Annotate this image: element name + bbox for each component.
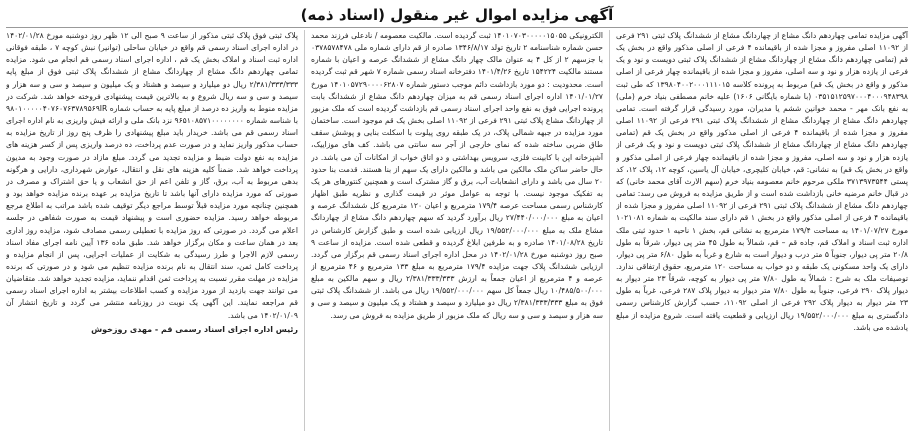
column-paragraph: الکترونیکی ۱۴۰۱۰۷۰۳۰۰۰۰۰۱۵۰۵۵ ثبت گردیده است. مالکیت معصومه / نادعلی فرزند محمد حسن شماره شناسنامه ۲ تاریخ تولد ۱۳۴۶/۸/۱۷ صادره از قم دارای شماره ملی ۰۳۷۸۵۷۸۴۷۸ با جزسهم ۲ از کل ۴ به عنوان مالک چهار دانگ مشاع از ششدانگ عرصه و اعیان با شماره مستند مالکیت ۱۵۴۲۲۴ تاریخ ۱۴۰۱/۴/۲۶ دفترخانه اسناد رسمی شماره ۷ شهر قم ثبت گردیده است. محدودیت : دو مورد بازداشت دائم موجب دستور شماره ۱۴۰۱۰۵۷۲۹۰۰۰۰۶۲۸۰۷ مورخ ۱۴۰۱/۰۱/۲۷ اداره اجرای اسناد رسمی قم به میزان چهاردهم دانگ مشاع از ششدانگ بابت پرونده اجرایی فوق به نفع واحد اجرای اسناد رسمی قم بازداشت گردیده است که ملک مزبور از چهاردانگ مشاع پلاک ثبتی ۲۹۱ فرعی از ۱۱۰۹۲ اصلی بخش یک قم موجود است. ساختمان مورد مزایده در جبهه شمالی پلاک، در یک طبقه روی پیلوت با اسکلت بنایی و پوشش سقف طاق ضربی ساخته شده که نمای خارجی از آجر سه سانتی می باشد. کف های موزاییک، آشپزخانه اپن با کابینت فلزی، سرویس بهداشتی و دو اتاق خواب از امکانات آن می باشد. در حال حاضر ساکن ملک مالکین می باشد و مالکین دارای یک سهم از بنا هستند. قدمت بنا حدود ۲۰ سال می باشد و دارای انشعابات آب، برق و گاز مشترک است و همچنین کنتورهای هر یک به تفکیک موجود نیست. با توجه به عوامل موثر در قیمت گذاری و نظریه طبق اظهار کارشناس رسمی مساحت عرصه ۱۷۹/۴ مترمربع و اعیان ۱۲۰ مترمربع کل ششدانگ عرصه و اعیان به مبلغ ۲۷/۴۴۰/۰۰۰/۰۰۰ ریال برآورد گردید که سهم چهاردهم دانگ مشاع از چهاردانگ مشاع ملک به مبلغ ۱۹/۵۵۲/۰۰۰/۰۰۰ ریال ارزیابی شده است و طبق گزارش کارشناس در تاریخ ۱۴۰۱/۰۸/۲۸ صادره و به طرفین ابلاغ گردیده و قطعی شده است. مزایده از ساعت ۹ صبح روز دوشنبه مورخ ۱۴۰۲/۰۱/۲۸ در محل اداره اجرای اسناد رسمی قم برگزار می گردد. ارزیابی ششدانگ پلاک جهت مزایده ۱۷۹/۴ مترمربع به مبلغ ۱۳۳ مترمربع و ۴۶ مترمربع از عرصه و ۴ مترمربع از اعیان جمعاً به ارزش ۲/۳۸۱/۳۳۳/۳۳۳ ریال و سهم مالکین به مبلغ ۱۰/۴۸۵/۵۰۰/۰۰۰ ریال جمعاً کل سهم ۱۹/۵۵۲/۰۰۰/۰۰۰ ریال می باشد. از ششدانگ پلاک ثبتی فوق به مبلغ ۲/۳۸۱/۳۳۳/۳۳۳ ریال دو میلیارد و سیصد و هشتاد و یک میلیون و سیصد و سی و سه هزار و سیصد و سی و سه ریال که ملک مزبور از طریق مزایده به فروش می رسد. [311,31,603,320]
column-divider [304,30,305,431]
column-divider [609,30,610,431]
notice-header [6,4,908,26]
notice-title: آگهی مزایده اموال غیر منقول (اسناد ذمه) [300,6,614,24]
notice-column-right [616,30,908,431]
column-paragraph: پلاک ثبتی فوق پلاک ثبتی مذکور از ساعت ۹ صبح الی ۱۲ ظهر روز دوشنبه مورخ ۱۴۰۲/۰۱/۲۸ در اداره اجرای اسناد رسمی قم واقع در خیابان ساحلی (توانیر) نبش کوچه ۷ ، طبقه فوقانی اداره ثبت اسناد و املاک بخش یک قم ، اداره اجرای اسناد رسمی قم انجام می شود. مزایده تمامی چهاردهم دانگ مشاع از چهاردانگ مشاع از ششدانگ پلاک ثبتی فوق از مبلغ پایه ۲/۳۸۱/۳۳۳/۳۳۳ ریال دو میلیارد و سیصد و هشتاد و یک میلیون و سیصد و سی و سه هزار و سیصد و سی و سه ریال شروع و به بالاترین قیمت پیشنهادی فروخته خواهد شد. شرکت در مزایده منوط به واریز ده درصد از مبلغ پایه به حساب شماره ۹۸۰۱۰۰۰۰۰۴۰۷۶۰۷۶۳۷۸۹۵۶۹IR با شناسه شماره ۹۶۵۱۰۸۵۷۱۰۰۰۰۰۰۰۰ نزد بانک ملی و ارائه فیش واریزی به نام اداره اجرای اسناد رسمی قم می باشد. خریدار باید مبلغ پیشنهادی را ظرف پنج روز از تاریخ مزایده به حساب مذکور واریز نماید و در صورت عدم پرداخت، ده درصد واریزی پس از کسر هزینه های مزایده به نفع دولت ضبط و مزایده تجدید می گردد. مبلغ مازاد در صورت وجود به مدیون پرداخت خواهد شد. ضمناً کلیه هزینه های نقل و انتقال، عوارض شهرداری، دارایی و هرگونه بدهی مربوط به آب، برق، گاز و تلفن اعم از حق انشعاب و یا حق اشتراک و مصرف در صورتی که مورد مزایده دارای آنها باشد تا تاریخ مزایده بر عهده برنده مزایده خواهد بود و همچنین چنانچه مورد مزایده قبلاً توسط مراجع دیگر توقیف شده باشد مراتب به اطلاع مرجع مربوطه خواهد رسید. مزایده حضوری است و پیشنهاد قیمت به صورت شفاهی در جلسه اعلام می گردد. در صورتی که روز مزایده با تعطیلی رسمی مصادف شود، مزایده روز اداری بعد در همان ساعت و مکان برگزار خواهد شد. طبق ماده ۱۳۶ آیین نامه اجرای مفاد اسناد رسمی لازم الاجرا و طرز رسیدگی به شکایت از عملیات اجرایی، پس از انجام مزایده و پرداخت کامل ثمن، سند انتقال به نام برنده مزایده تنظیم می شود و در صورتی که برنده مزایده در مهلت مقرر نسبت به پرداخت ثمن اقدام ننماید، مزایده تجدید خواهد شد. متقاضیان می توانند جهت بازدید از مورد مزایده و کسب اطلاعات بیشتر به اداره اجرای اسناد رسمی قم مراجعه نمایند. این آگهی یک نوبت در روزنامه منتشر می گردد و تاریخ انتشار آن ۱۴۰۲/۰۱/۰۹ می باشد. [6,31,298,320]
notice-column-middle [311,30,603,431]
title-divider [6,27,908,28]
notice-column-left [6,30,298,431]
notice-body [6,30,908,431]
column-paragraph: آگهی مزایده تمامی چهاردهم دانگ مشاع از چهاردانگ مشاع از ششدانگ پلاک ثبتی ۲۹۱ فرعی از ۱۱۰۹۲ اصلی مفروز و مجزا شده از باقیمانده ۴ فرعی از اصلی مذکور واقع در بخش یک قم (تمامی چهاردهم دانگ مشاع از چهاردانگ مشاع از ششدانگ پلاک ثبتی دویست و نود و یک فرعی از یازده هزار و نود و سه اصلی، مفروز و مجزا شده از باقیمانده چهار فرعی از اصلی مذکور و واقع در بخش یک قم) مربوط به پرونده کلاسه ۱۳۹۸۰۴۰۰۲۰۰۰۱۱۱۰۱۵ که طی ثبت ۰۳۵۱۵۱۲۵۹۷۰۰۰۴۰۰۰۹۴۸۳۹۸ (با شماره بایگانی ۱۶۰۶) علیه خانم مصطفی بنیاد خرم (ملی) به نفع بانک مهر - محمد خوانین ششم یا مدیران، مورد رسیدگی قرار گرفته است. تمامی چهاردهم دانگ مشاع از چهاردانگ مشاع از ششدانگ پلاک ثبتی ۲۹۱ فرعی از ۱۱۰۹۲ اصلی مفروز و مجزا شده از باقیمانده ۴ فرعی از اصلی مذکور واقع در بخش یک قم (تمامی چهاردهم دانگ مشاع از چهاردانگ مشاع از ششدانگ پلاک ثبتی دویست و نود و یک فرعی از یازده هزار و نود و سه اصلی، مفروز و مجزا شده از باقیمانده چهار فرعی از اصلی مذکور و واقع در بخش یک قم) به نشانی: قم، خیابان کلیچری، خیابان آل یاسین، کوچه ۱۲، پلاک ۱۲، کد پستی ۳۷۱۳۹۷۳۵۴۴ ملکی مرحوم خانم معصومه بنیاد خرم (سهم الارث آقای محمد خانی) که در قبال خانم مرضیه خانی بازداشت شده است و از طریق مزایده به فروش می رسد: تمامی چهاردهم دانگ مشاع از ششدانگ پلاک ثبتی ۲۹۱ فرعی از ۱۱۰۹۲ اصلی مفروز و مجزا شده از باقیمانده ۴ فرعی از اصلی مذکور واقع در بخش ۱ قم دارای سند مالکیت به شماره ۱۰۲۱۰۸۱ مورخ ۱۴۰۱/۰۷/۲۷ به مساحت ۱۷۹/۴ مترمربع به نشانی قم، بخش ۱ ناحیه ۱ حدود ثبتی ملک اداره ثبت اسناد و املاک قم، جاده قم – قم، شمالاً به طول ۴۵ متر پی دیوار، شرقاً به طول ۲۰/۸ متر پی دیوار، جنوباً ۵ متر درب و دیوار است به شارع و غرباً به طول ۶/۸۰ متر پی دیوار، دارای یک واحد مسکونی یک طبقه و دو خواب به مساحت ۱۲۰ مترمربع، حقوق ارتفاقی ندارد. توصیفات ملک به شرح : شمالاً به طول ۷/۸۰ متر پی دیوار به کوچه، شرقاً ۲۳ متر دیوار به دیوار پلاک ۲۹۰ فرعی، جنوباً به طول ۷/۸۰ متر دیوار به دیوار پلاک ۲۸۷ فرعی، غرباً به طول ۲۳ متر دیوار به دیوار پلاک ۲۹۲ فرعی از اصلی ۱۱۰۹۲، حسب گزارش کارشناس رسمی دادگستری به مبلغ ۱۹/۵۵۲/۰۰۰/۰۰۰ ریال ارزیابی و قطعیت یافته است. شروع مزایده از مبلغ یادشده می باشد. [616,31,908,332]
signature-line: رئیس اداره اجرای اسناد رسمی قم - مهدی روزخوش [91,324,298,334]
